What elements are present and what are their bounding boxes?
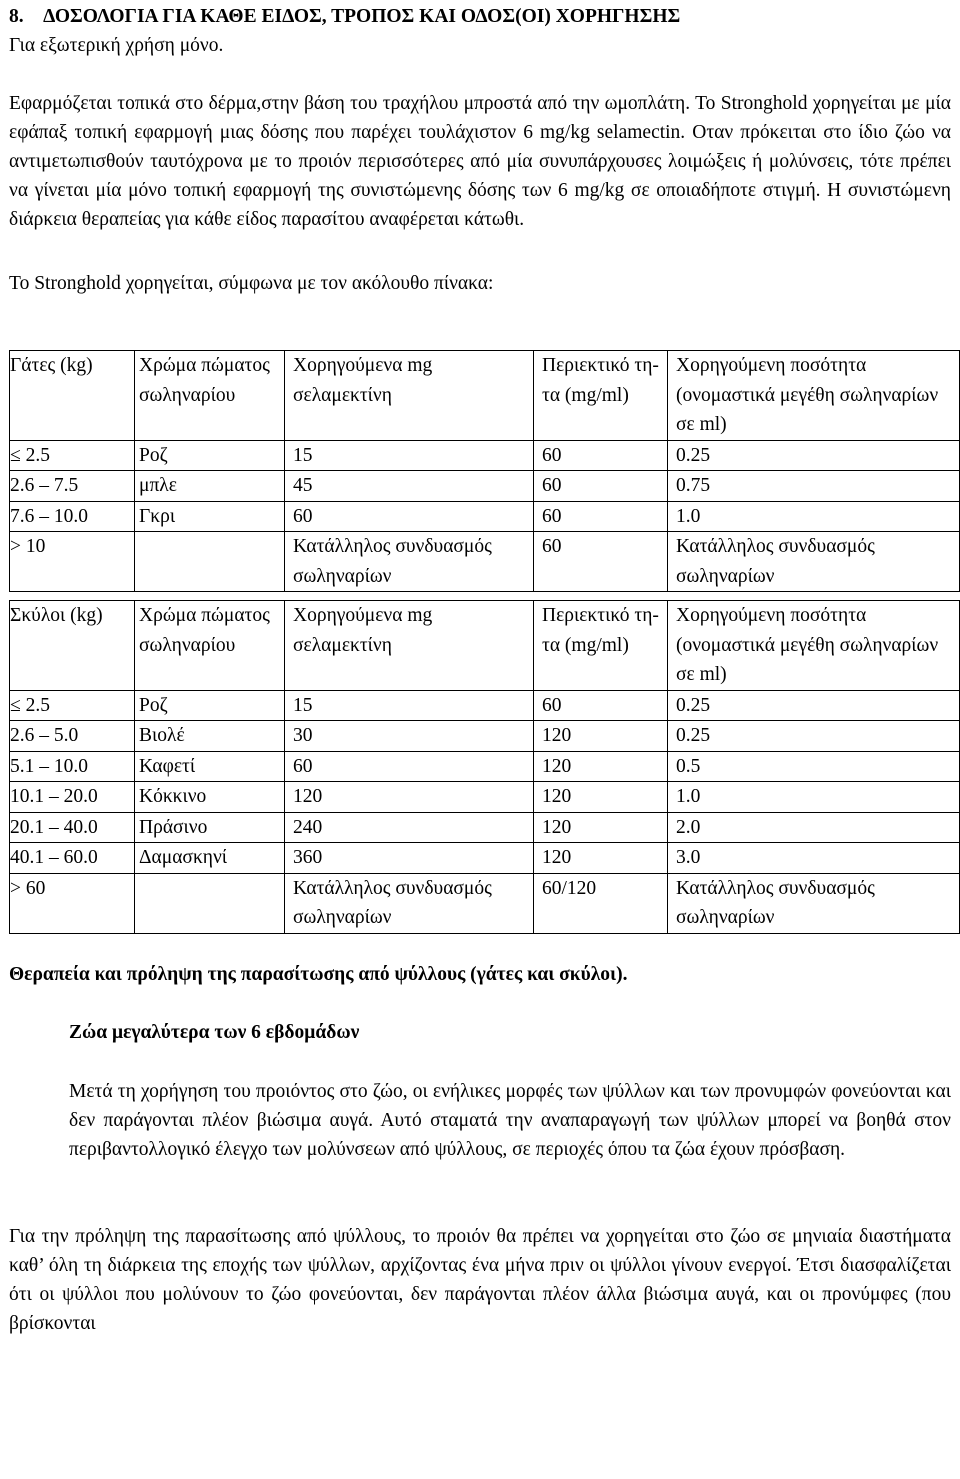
table-cell: 60 (534, 501, 668, 532)
older-animals-title: Ζώα μεγαλύτερα των 6 εβδομάδων (69, 1021, 360, 1043)
table-cell: 120 (534, 782, 668, 813)
external-use-note: Για εξωτερική χρήση μόνο. (9, 35, 224, 56)
table-row (10, 812, 960, 843)
table-cell: 40.1 – 60.0 (10, 843, 135, 874)
section-heading: 8. ΔΟΣΟΛΟΓΙΑ ΓΙΑ ΚΑΘΕ ΕΙΔΟΣ, ΤΡΟΠΟΣ ΚΑΙ ΟΔΟΣ(ΟΙ) ΧΟΡΗΓΗΣΗΣ (9, 6, 681, 27)
table-cell: 60/120 (534, 873, 668, 933)
table-cell: Ροζ (135, 690, 285, 721)
table-row (10, 532, 960, 592)
table-cell: 60 (285, 751, 534, 782)
header-cell: Χορηγούμενη ποσότητα (ονομαστικά μεγέθη σωληναρίων σε ml) (668, 351, 960, 441)
table-cell: ≤ 2.5 (10, 440, 135, 471)
header-cell: Γάτες (kg) (10, 351, 135, 441)
table-cell: 15 (285, 440, 534, 471)
table-cell: 60 (534, 471, 668, 502)
header-cell: Χορηγούμενη ποσότητα (ονομαστικά μεγέθη σωληναρίων σε ml) (668, 601, 960, 691)
table-cell: 45 (285, 471, 534, 502)
table-cell: ≤ 2.5 (10, 690, 135, 721)
table-cell: 5.1 – 10.0 (10, 751, 135, 782)
table-cell: Κατάλληλος συνδυασμός σωληναρίων (668, 532, 960, 592)
table-cell: Δαμασκηνί (135, 843, 285, 874)
table-cell: 1.0 (668, 501, 960, 532)
table-cell: Κατάλληλος συνδυασμός σωληναρίων (668, 873, 960, 933)
table-cell: 0.75 (668, 471, 960, 502)
cats-dosage-table (9, 350, 960, 592)
header-cell: Σκύλοι (kg) (10, 601, 135, 691)
table-cell: 2.6 – 5.0 (10, 721, 135, 752)
table-cell: μπλε (135, 471, 285, 502)
table-cell: 240 (285, 812, 534, 843)
table-cell: > 60 (10, 873, 135, 933)
table-cell (135, 532, 285, 592)
table-row (10, 782, 960, 813)
header-cell: Χορηγούμενα mg σελαμεκτίνη (285, 601, 534, 691)
table-cell: 2.0 (668, 812, 960, 843)
table-cell: 60 (534, 532, 668, 592)
table-cell: 120 (534, 812, 668, 843)
table-cell: 360 (285, 843, 534, 874)
administration-paragraph: Εφαρμόζεται τοπικά στο δέρμα,στην βάση του τραχήλου μπροστά από την ωμοπλάτη. Το Stronghold χορηγείται με μία εφάπαξ τοπική εφαρμογή μιας δόσης που παρέχει τουλάχιστον 6 mg/kg selamectin. Οταν πρόκειται στο ίδιο ζώο να αντιμετωπισθούν ταυτόχρονα με το προιόν περισσότερες από μία συνυπάρχουσες λοιμώξεις ή μολύνσεις, τότε πρέπει να γίνεται μία μόνο τοπική εφαρμογή της συνιστώμενης δόσης των 6 mg/kg σε οποιαδήποτε στιγμή. Η συνιστώμενη διάρκεια θεραπείας για κάθε είδος παρασίτου αναφέρεται κάτωθι. (9, 93, 951, 230)
table-cell: Γκρι (135, 501, 285, 532)
header-cell: Χρώμα πώματος σωληναρίου (135, 601, 285, 691)
document-page (9, 0, 951, 1338)
table-cell: Κατάλληλος συνδυασμός σωληναρίων (285, 873, 534, 933)
table-cell: 0.5 (668, 751, 960, 782)
header-cell: Περιεκτικό τη-τα (mg/ml) (534, 351, 668, 441)
table-row (10, 471, 960, 502)
table-cell: Ροζ (135, 440, 285, 471)
table-cell: Καφετί (135, 751, 285, 782)
table-row (10, 690, 960, 721)
table-cell: 7.6 – 10.0 (10, 501, 135, 532)
table-intro: Το Stronghold χορηγείται, σύμφωνα με τον ακόλουθο πίνακα: (9, 273, 494, 294)
table-cell: 120 (534, 721, 668, 752)
table-cell: 2.6 – 7.5 (10, 471, 135, 502)
table-cell (135, 873, 285, 933)
table-cell: 120 (534, 751, 668, 782)
table-row (10, 501, 960, 532)
header-cell: Χορηγούμενα mg σελαμεκτίνη (285, 351, 534, 441)
table-cell: 15 (285, 690, 534, 721)
table-row (10, 751, 960, 782)
dogs-dosage-table (9, 600, 960, 934)
table-cell: 30 (285, 721, 534, 752)
table-cell: 0.25 (668, 690, 960, 721)
table-cell: 20.1 – 40.0 (10, 812, 135, 843)
table-row (10, 843, 960, 874)
table-cell: Κόκκινο (135, 782, 285, 813)
table-cell: 60 (534, 440, 668, 471)
table-row (10, 440, 960, 471)
table-row (10, 873, 960, 933)
table-cell: Βιολέ (135, 721, 285, 752)
header-cell: Χρώμα πώματος σωληναρίου (135, 351, 285, 441)
header-cell: Περιεκτικό τη-τα (mg/ml) (534, 601, 668, 691)
table-header-row (10, 351, 960, 441)
table-cell: 120 (285, 782, 534, 813)
prevention-paragraph: Για την πρόληψη της παρασίτωσης από ψύλλους, το προιόν θα πρέπει να χορηγείται στο ζώο σε μηνιαία διαστήματα καθ’ όλη τη διάρκεια της εποχής των ψύλλων, αρχίζοντας ένα μήνα πριν οι ψύλλοι γίνουν ενεργοί. Έτσι διασφαλίζεται ότι οι ψύλλοι που μολύνουν το ζώο φονεύονται, δεν παράγονται πλέον άλλα βιώσιμα αυγά, και οι προνύμφες (που βρίσκονται (9, 1225, 951, 1334)
table-cell: Πράσινο (135, 812, 285, 843)
table-cell: 3.0 (668, 843, 960, 874)
table-cell: 60 (285, 501, 534, 532)
table-cell: 0.25 (668, 721, 960, 752)
flea-section-title: Θεραπεία και πρόληψη της παρασίτωσης από ψύλλους (γάτες και σκύλοι). (9, 963, 628, 985)
table-cell: 120 (534, 843, 668, 874)
table-cell: Κατάλληλος συνδυασμός σωληναρίων (285, 532, 534, 592)
table-cell: 10.1 – 20.0 (10, 782, 135, 813)
table-cell: 1.0 (668, 782, 960, 813)
table-cell: > 10 (10, 532, 135, 592)
table-row (10, 721, 960, 752)
table-cell: 0.25 (668, 440, 960, 471)
table-header-row (10, 601, 960, 691)
table-cell: 60 (534, 690, 668, 721)
older-animals-paragraph: Μετά τη χορήγηση του προιόντος στο ζώο, οι ενήλικες μορφές των ψύλλων και των προνυμφών φονεύονται και δεν παράγονται πλέον βιώσιμα αυγά. Αυτό σταματά την αναπαραγωγή των ψύλλων μπορεί να βοηθά στον περιβαντολλογικό έλεγχο των μολύνσεων από ψύλλους, σε περιοχές όπου τα ζώα έχουν πρόσβαση. (69, 1080, 951, 1160)
